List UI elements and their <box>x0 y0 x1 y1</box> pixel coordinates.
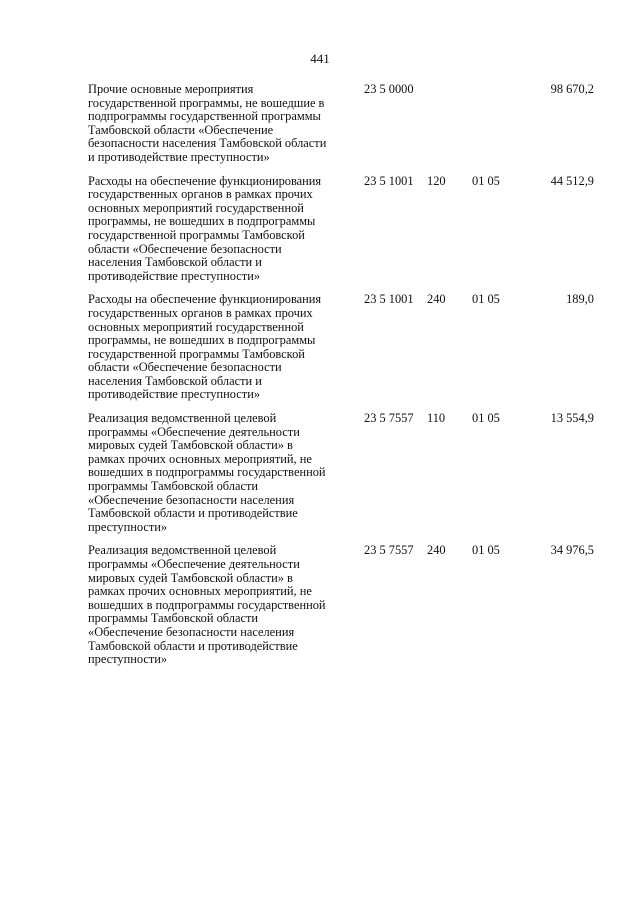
row-section: 01 05 <box>472 292 500 307</box>
page-number: 441 <box>310 51 330 66</box>
row-amount: 98 670,2 <box>550 82 594 96</box>
row-expense-type: 240 <box>427 292 446 307</box>
row-section: 01 05 <box>472 173 500 188</box>
row-amount: 13 554,9 <box>550 411 594 426</box>
row-expense-type: 120 <box>427 173 446 188</box>
row-description: Расходы на обеспечение функционирования государственных органов в рамках прочих основных мероприятий государственной программы, не вошедших в подпрограммы государственной программы Тамбовской области «Обеспечение безопасности населения Тамбовской области и противодействие преступности» <box>88 173 322 283</box>
table-row <box>88 412 608 534</box>
table-row <box>88 175 608 284</box>
row-description: Реализация ведомственной целевой программы «Обеспечение деятельности мировых судей Тамбовской области» в рамках прочих основных мероприятий, не вошедших в подпрограммы государственной программы Тамбовской области «Обеспечение безопасности населения Тамбовской области и противодействие преступности» <box>88 411 326 534</box>
row-code: 23 5 7557 <box>364 543 414 558</box>
row-expense-type: 110 <box>427 411 446 426</box>
row-description: Расходы на обеспечение функционирования государственных органов в рамках прочих основных мероприятий государственной программы, не вошедших в подпрограммы государственной программы Тамбовской области «Обеспечение безопасности населения Тамбовской области и противодействие преступности» <box>88 292 322 402</box>
row-amount: 44 512,9 <box>550 173 594 188</box>
row-amount: 189,0 <box>566 292 594 307</box>
row-code: 23 5 1001 <box>364 173 414 188</box>
row-section: 01 05 <box>472 411 500 426</box>
row-description: Прочие основные мероприятия государственной программы, не вошедшие в подпрограммы государственной программы Тамбовской области «Обеспечение безопасности населения Тамбовской области и противодействие преступности» <box>88 82 327 164</box>
row-code: 23 5 0000 <box>364 82 414 96</box>
budget-table <box>88 83 608 677</box>
table-row <box>88 544 608 666</box>
table-row <box>88 83 608 165</box>
row-code: 23 5 1001 <box>364 292 414 307</box>
row-section: 01 05 <box>472 543 500 558</box>
table-row <box>88 293 608 402</box>
row-code: 23 5 7557 <box>364 411 414 426</box>
row-amount: 34 976,5 <box>550 543 594 558</box>
row-expense-type: 240 <box>427 543 446 558</box>
row-description: Реализация ведомственной целевой программы «Обеспечение деятельности мировых судей Тамбовской области» в рамках прочих основных мероприятий, не вошедших в подпрограммы государственной программы Тамбовской области «Обеспечение безопасности населения Тамбовской области и противодействие преступности» <box>88 543 326 667</box>
